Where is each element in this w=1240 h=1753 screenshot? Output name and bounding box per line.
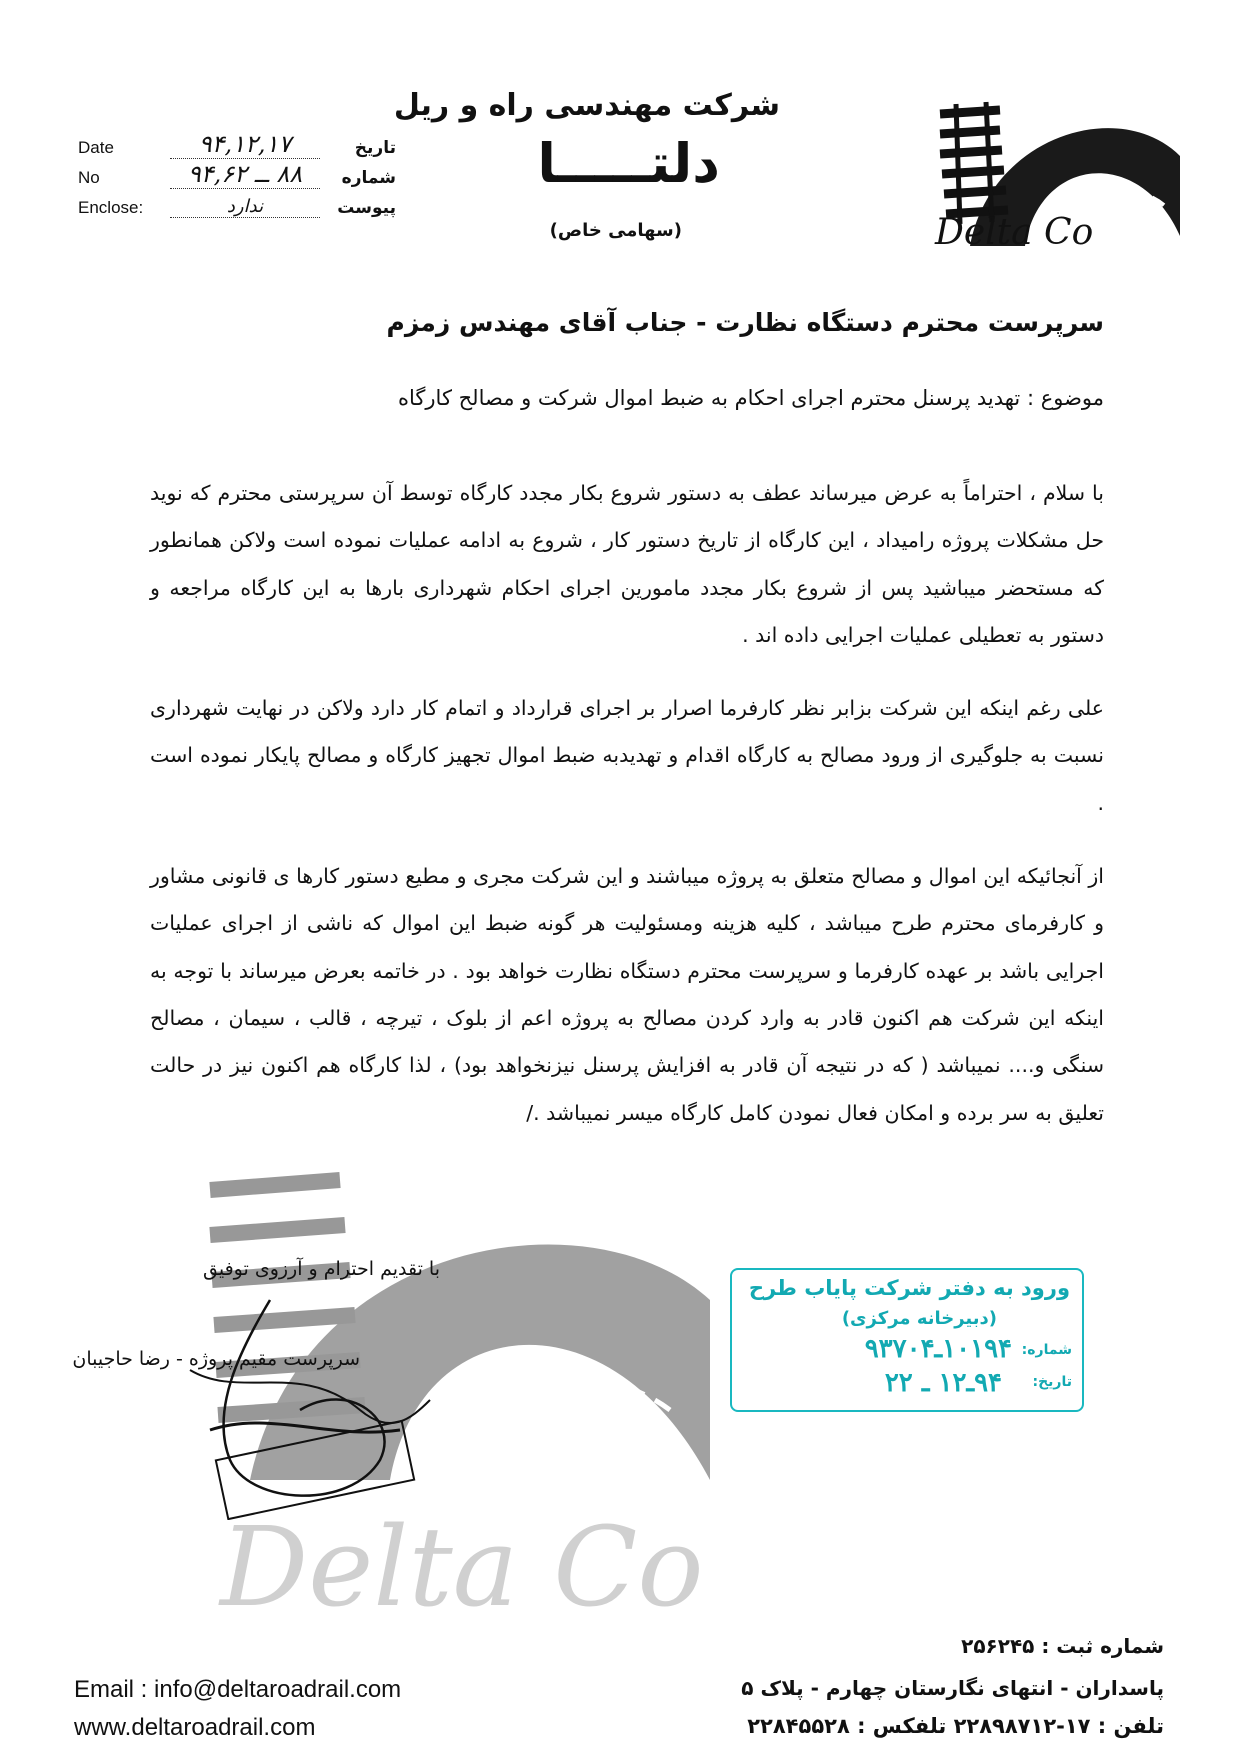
enclosure-value: ندارد <box>170 196 320 218</box>
footer-registration: شماره ثبت : ۲۵۶۲۴۵ <box>961 1634 1164 1658</box>
stamp-date-value: ۹۴ـ۱۲ ـ ۲۲ <box>884 1368 1002 1398</box>
stamp-date-label: تاریخ: <box>1032 1374 1072 1390</box>
subject-line: موضوع : تهدید پرسنل محترم اجرای احکام به ضبط اموال شرکت و مصالح کارگاه <box>398 386 1104 410</box>
footer-website: www.deltaroadrail.com <box>74 1714 316 1741</box>
company-seal-signature <box>150 1290 450 1520</box>
stamp-number-label: شماره: <box>1021 1342 1072 1358</box>
footer-phone: تلفن : ۱۷-۲۲۸۹۸۷۱۲ تلفکس : ۲۲۸۴۵۵۲۸ <box>747 1714 1164 1738</box>
company-short-name: دلتـــــا <box>537 132 720 195</box>
body-paragraph: با سلام ، احتراماً به عرض میرساند عطف به دستور شروع بکار مجدد کارگاه توسط آن سرپرستی محترم که نوید حل مشکلات پروژه رامیداد ، این کارگاه از تاریخ دستور کار ، شروع به ادامه عملیات نموده است ولاکن همانطور که مستحضر میباشید پس از شروع بکار مجدد مامورین اجرای احکام شهرداری بارها به این کارگاه مراجعه و دستور به تعطیلی عملیات اجرایی داده اند . <box>150 481 1104 647</box>
letter-body <box>150 470 1104 1163</box>
body-paragraph: علی رغم اینکه این شرکت بزابر نظر کارفرما اصرار بر اجرای قرارداد و اتمام کار دارد ولاکن در نهایت شهرداری نسبت به جلوگیری از ورود مصالح به کارگاه اقدام و تهدیدبه ضبط اموال تجهیز کارگاه و مصالح پایکار نموده است . <box>150 696 1104 815</box>
enclosure-label-fa: پیوست <box>337 198 396 218</box>
addressee: سرپرست محترم دستگاه نظارت - جناب آقای مهندس زمزم <box>386 308 1104 337</box>
company-name: شرکت مهندسی راه و ریل <box>393 88 780 123</box>
number-label-en: No <box>78 168 100 187</box>
signer-title: سرپرست مقیم پروژه - رضا حاجیبان <box>72 1348 360 1370</box>
stamp-office: ورود به دفتر شرکت پایاب طرح <box>748 1276 1070 1300</box>
body-paragraph: از آنجائیکه این اموال و مصالح متعلق به پروژه میباشند و این شرکت مجری و مطیع دستور کارها ی قانونی مشاور و کارفرمای محترم طرح میباشد ، کلیه هزینه ومسئولیت هر گونه ضبط این اموال که ناشی از اجرای عملیات اجرایی باشد بر عهده کارفرما و سرپرست محترم دستگاه نظارت خواهد بود . در خاتمه بعرض میرساند با توجه به اینکه این شرکت هم اکنون قادر به وارد کردن مصالح به پروژه اعم از بلوک ، تیرچه ، قالب ، سیمان ، مصالح سنگی و.... نمیباشد ( که در نتیجه آن قادر به افزایش پرسنل نیزنخواهد بود) ، لذا کارگاه هم اکنون نیز در حالت تعلیق به سر برده و امکان فعال نمودن کامل کارگاه میسر نمیباشد ./ <box>150 864 1104 1125</box>
watermark-text: Delta Co <box>220 1503 704 1630</box>
date-label-en: Date <box>78 138 114 157</box>
footer-address: پاسداران - انتهای نگارستان چهارم - پلاک ۵ <box>741 1676 1164 1700</box>
date-value: ۹۴,۱۲,۱۷ <box>170 130 320 159</box>
enclosure-row <box>78 194 396 228</box>
company-type: (سهامی خاص) <box>549 220 682 241</box>
date-label-fa: تاریخ <box>354 138 396 158</box>
footer-email: Email : info@deltaroadrail.com <box>74 1676 402 1703</box>
number-value: ۸۸ ــ ۹۴,۶۲ <box>170 160 320 189</box>
enclosure-label-en: Enclose: <box>78 198 144 217</box>
received-stamp <box>730 1268 1084 1412</box>
logo-caption: Delta Co <box>935 212 1094 253</box>
stamp-number-value: ۱۰۱۹۴ـ۹۳۷۰۴ <box>864 1334 1012 1364</box>
number-row <box>78 160 396 198</box>
number-label-fa: شماره <box>341 168 396 188</box>
closing-line: با تقدیم احترام و آرزوی توفیق <box>203 1258 440 1280</box>
stamp-department: (دبیرخانه مرکزی) <box>841 1308 997 1329</box>
